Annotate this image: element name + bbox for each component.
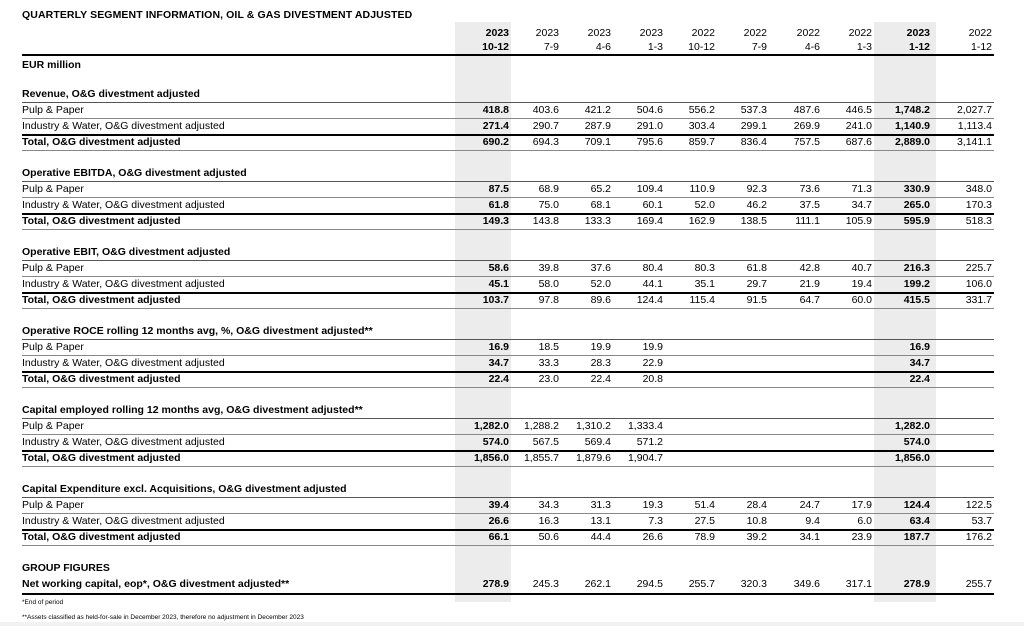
horizontal-scrollbar[interactable]: [0, 622, 1024, 626]
cell-value: 58.0: [538, 278, 559, 290]
cell-value: 1,856.0: [894, 452, 930, 464]
row-label: Net working capital, eop*, O&G divestment adjusted**: [22, 578, 290, 590]
cell-value: 6.0: [857, 515, 872, 527]
cell-value: 122.5: [965, 499, 992, 511]
section-title: Capital employed rolling 12 months avg, O&G divestment adjusted**: [22, 404, 363, 416]
cell-value: 348.0: [965, 183, 992, 195]
cell-value: 331.7: [965, 294, 992, 306]
cell-value: 162.9: [688, 215, 715, 227]
cell-value: 31.3: [590, 499, 611, 511]
cell-value: 694.3: [532, 136, 559, 148]
cell-value: 403.6: [532, 104, 559, 116]
cell-value: 446.5: [845, 104, 872, 116]
table-row: [0, 419, 1024, 434]
footnote-end-of-period: *End of period: [22, 599, 64, 606]
cell-value: 291.0: [636, 120, 663, 132]
cell-value: 349.6: [793, 578, 820, 590]
cell-value: 53.7: [971, 515, 992, 527]
cell-value: 73.6: [799, 183, 820, 195]
cell-value: 44.4: [590, 531, 611, 543]
cell-value: 571.2: [636, 436, 663, 448]
column-header-row: [0, 24, 1024, 54]
cell-value: 78.9: [694, 531, 715, 543]
cell-value: 60.1: [642, 199, 663, 211]
footnote-held-for-sale: **Assets classified as held-for-sale in December 2023, therefore no adjustment in December 2023: [22, 614, 304, 621]
row-label: Pulp & Paper: [22, 499, 84, 511]
cell-value: 19.9: [590, 341, 611, 353]
cell-value: 567.5: [532, 436, 559, 448]
cell-value: 169.4: [636, 215, 663, 227]
cell-value: 16.9: [488, 341, 509, 353]
cell-value: 278.9: [903, 578, 930, 590]
cell-value: 19.3: [642, 499, 663, 511]
cell-value: 1,282.0: [894, 420, 930, 432]
column-year: 2022: [968, 27, 992, 39]
row-divider: [22, 466, 994, 467]
cell-value: 216.3: [903, 262, 930, 274]
row-label: Total, O&G divestment adjusted: [22, 531, 181, 543]
cell-value: 1,333.4: [627, 420, 663, 432]
cell-value: 255.7: [688, 578, 715, 590]
cell-value: 687.6: [845, 136, 872, 148]
cell-value: 287.9: [584, 120, 611, 132]
cell-value: 109.4: [636, 183, 663, 195]
cell-value: 17.9: [851, 499, 872, 511]
cell-value: 415.5: [903, 294, 930, 306]
cell-value: 271.4: [482, 120, 509, 132]
net-working-capital-row: [0, 577, 1024, 592]
cell-value: 22.9: [642, 357, 663, 369]
cell-value: 709.1: [584, 136, 611, 148]
total-row: [0, 293, 1024, 308]
column-year: 2023: [485, 27, 509, 39]
cell-value: 10.8: [746, 515, 767, 527]
column-period: 1-12: [908, 41, 930, 53]
cell-value: 37.5: [799, 199, 820, 211]
cell-value: 262.1: [584, 578, 611, 590]
cell-value: 320.3: [740, 578, 767, 590]
cell-value: 18.5: [538, 341, 559, 353]
cell-value: 299.1: [740, 120, 767, 132]
cell-value: 66.1: [488, 531, 509, 543]
cell-value: 199.2: [903, 278, 930, 290]
unit-label: EUR million: [22, 59, 81, 71]
cell-value: 290.7: [532, 120, 559, 132]
cell-value: 317.1: [845, 578, 872, 590]
cell-value: 80.3: [694, 262, 715, 274]
table-row: [0, 198, 1024, 213]
cell-value: 574.0: [482, 436, 509, 448]
cell-value: 2,889.0: [894, 136, 930, 148]
cell-value: 39.4: [488, 499, 509, 511]
cell-value: 21.9: [799, 278, 820, 290]
cell-value: 1,282.0: [473, 420, 509, 432]
row-label: Total, O&G divestment adjusted: [22, 373, 181, 385]
cell-value: 80.4: [642, 262, 663, 274]
cell-value: 26.6: [642, 531, 663, 543]
column-period: 1-3: [647, 41, 663, 53]
cell-value: 106.0: [965, 278, 992, 290]
cell-value: 7.3: [648, 515, 663, 527]
table-row: [0, 182, 1024, 197]
cell-value: 303.4: [688, 120, 715, 132]
cell-value: 61.8: [488, 199, 509, 211]
cell-value: 23.9: [851, 531, 872, 543]
row-divider: [22, 387, 994, 388]
section-title: Operative EBIT, O&G divestment adjusted: [22, 246, 231, 258]
cell-value: 34.7: [851, 199, 872, 211]
table-row: [0, 119, 1024, 134]
total-row: [0, 214, 1024, 229]
cell-value: 2,027.7: [956, 104, 992, 116]
cell-value: 1,904.7: [627, 452, 663, 464]
cell-value: 19.4: [851, 278, 872, 290]
cell-value: 537.3: [740, 104, 767, 116]
cell-value: 28.4: [746, 499, 767, 511]
cell-value: 13.1: [590, 515, 611, 527]
row-label: Pulp & Paper: [22, 420, 84, 432]
cell-value: 269.9: [793, 120, 820, 132]
column-period: 7-9: [751, 41, 767, 53]
cell-value: 143.8: [532, 215, 559, 227]
cell-value: 3,141.1: [956, 136, 992, 148]
cell-value: 1,748.2: [894, 104, 930, 116]
cell-value: 97.8: [538, 294, 559, 306]
column-year: 2023: [587, 27, 611, 39]
cell-value: 103.7: [482, 294, 509, 306]
cell-value: 294.5: [636, 578, 663, 590]
row-label: Pulp & Paper: [22, 262, 84, 274]
cell-value: 42.8: [799, 262, 820, 274]
row-label: Industry & Water, O&G divestment adjusted: [22, 278, 225, 290]
header-divider: [22, 54, 994, 56]
cell-value: 110.9: [689, 183, 715, 195]
column-period: 7-9: [543, 41, 559, 53]
table-row: [0, 103, 1024, 118]
cell-value: 265.0: [903, 199, 930, 211]
cell-value: 34.7: [488, 357, 509, 369]
cell-value: 24.7: [799, 499, 820, 511]
column-year: 2023: [535, 27, 559, 39]
group-figures-title: GROUP FIGURES: [22, 562, 110, 574]
section-title: Capital Expenditure excl. Acquisitions, O&G divestment adjusted: [22, 483, 347, 495]
column-year: 2022: [796, 27, 820, 39]
column-period: 1-12: [970, 41, 992, 53]
row-label: Pulp & Paper: [22, 183, 84, 195]
row-label: Total, O&G divestment adjusted: [22, 294, 181, 306]
column-year: 2022: [691, 27, 715, 39]
cell-value: 19.9: [642, 341, 663, 353]
column-period: 4-6: [804, 41, 820, 53]
cell-value: 1,879.6: [575, 452, 611, 464]
cell-value: 91.5: [746, 294, 767, 306]
cell-value: 1,288.2: [523, 420, 559, 432]
row-label: Industry & Water, O&G divestment adjusted: [22, 436, 225, 448]
column-year: 2023: [906, 27, 930, 39]
cell-value: 569.4: [584, 436, 611, 448]
cell-value: 39.8: [538, 262, 559, 274]
cell-value: 34.3: [538, 499, 559, 511]
cell-value: 65.2: [590, 183, 611, 195]
cell-value: 595.9: [903, 215, 930, 227]
cell-value: 487.6: [793, 104, 820, 116]
cell-value: 45.1: [488, 278, 509, 290]
row-label: Pulp & Paper: [22, 104, 84, 116]
row-label: Industry & Water, O&G divestment adjusted: [22, 120, 225, 132]
row-label: Industry & Water, O&G divestment adjusted: [22, 357, 225, 369]
cell-value: 241.0: [845, 120, 872, 132]
cell-value: 51.4: [694, 499, 715, 511]
column-period: 4-6: [595, 41, 611, 53]
cell-value: 33.3: [538, 357, 559, 369]
column-period: 10-12: [688, 41, 715, 53]
cell-value: 115.4: [689, 294, 715, 306]
cell-value: 71.3: [851, 183, 872, 195]
cell-value: 61.8: [746, 262, 767, 274]
cell-value: 124.4: [636, 294, 663, 306]
table-row: [0, 340, 1024, 355]
cell-value: 418.8: [482, 104, 509, 116]
cell-value: 75.0: [538, 199, 559, 211]
total-row: [0, 451, 1024, 466]
cell-value: 34.7: [909, 357, 930, 369]
cell-value: 105.9: [845, 215, 872, 227]
cell-value: 255.7: [965, 578, 992, 590]
section-title: Operative ROCE rolling 12 months avg, %, O&G divestment adjusted**: [22, 325, 373, 337]
cell-value: 574.0: [903, 436, 930, 448]
cell-value: 68.9: [538, 183, 559, 195]
cell-value: 63.4: [909, 515, 930, 527]
table-row: [0, 277, 1024, 292]
cell-value: 37.6: [590, 262, 611, 274]
cell-value: 149.3: [482, 215, 509, 227]
cell-value: 330.9: [903, 183, 930, 195]
table-row: [0, 514, 1024, 529]
row-label: Total, O&G divestment adjusted: [22, 215, 181, 227]
column-period: 1-3: [856, 41, 872, 53]
cell-value: 1,856.0: [473, 452, 509, 464]
cell-value: 16.9: [909, 341, 930, 353]
cell-value: 1,140.9: [894, 120, 930, 132]
row-label: Total, O&G divestment adjusted: [22, 452, 181, 464]
cell-value: 187.7: [903, 531, 930, 543]
cell-value: 795.6: [636, 136, 663, 148]
cell-value: 176.2: [965, 531, 992, 543]
cell-value: 124.4: [903, 499, 930, 511]
cell-value: 170.3: [965, 199, 992, 211]
row-label: Pulp & Paper: [22, 341, 84, 353]
cell-value: 52.0: [694, 199, 715, 211]
cell-value: 58.6: [488, 262, 509, 274]
cell-value: 1,310.2: [575, 420, 611, 432]
cell-value: 111.1: [795, 215, 820, 227]
cell-value: 22.4: [590, 373, 611, 385]
cell-value: 40.7: [851, 262, 872, 274]
cell-value: 133.3: [584, 215, 611, 227]
cell-value: 27.5: [694, 515, 715, 527]
cell-value: 859.7: [688, 136, 715, 148]
row-label: Total, O&G divestment adjusted: [22, 136, 181, 148]
cell-value: 1,113.4: [957, 120, 992, 132]
cell-value: 29.7: [746, 278, 767, 290]
total-row: [0, 135, 1024, 150]
section-title: Revenue, O&G divestment adjusted: [22, 88, 200, 100]
column-year: 2022: [848, 27, 872, 39]
cell-value: 518.3: [965, 215, 992, 227]
cell-value: 757.5: [793, 136, 820, 148]
cell-value: 23.0: [538, 373, 559, 385]
row-label: Industry & Water, O&G divestment adjusted: [22, 199, 225, 211]
section-title: Operative EBITDA, O&G divestment adjusted: [22, 167, 247, 179]
total-row: [0, 372, 1024, 387]
row-divider: [22, 545, 994, 546]
cell-value: 68.1: [590, 199, 611, 211]
cell-value: 35.1: [694, 278, 715, 290]
cell-value: 836.4: [740, 136, 767, 148]
cell-value: 92.3: [746, 183, 767, 195]
cell-value: 138.5: [740, 215, 767, 227]
row-divider: [22, 308, 994, 309]
cell-value: 278.9: [482, 578, 509, 590]
cell-value: 26.6: [488, 515, 509, 527]
cell-value: 39.2: [746, 531, 767, 543]
row-label: Industry & Water, O&G divestment adjusted: [22, 515, 225, 527]
group-figures-divider: [22, 593, 994, 595]
cell-value: 50.6: [538, 531, 559, 543]
total-row: [0, 530, 1024, 545]
page-title: QUARTERLY SEGMENT INFORMATION, OIL & GAS DIVESTMENT ADJUSTED: [22, 9, 413, 21]
cell-value: 52.0: [590, 278, 611, 290]
cell-value: 245.3: [532, 578, 559, 590]
table-row: [0, 435, 1024, 450]
cell-value: 421.2: [584, 104, 611, 116]
cell-value: 28.3: [590, 357, 611, 369]
table-row: [0, 261, 1024, 276]
column-year: 2023: [639, 27, 663, 39]
table-row: [0, 356, 1024, 371]
column-year: 2022: [743, 27, 767, 39]
cell-value: 34.1: [799, 531, 820, 543]
cell-value: 20.8: [642, 373, 663, 385]
row-divider: [22, 229, 994, 230]
cell-value: 46.2: [746, 199, 767, 211]
cell-value: 9.4: [805, 515, 820, 527]
cell-value: 44.1: [642, 278, 663, 290]
cell-value: 60.0: [851, 294, 872, 306]
cell-value: 22.4: [909, 373, 930, 385]
table-row: [0, 498, 1024, 513]
cell-value: 89.6: [590, 294, 611, 306]
cell-value: 556.2: [688, 104, 715, 116]
column-period: 10-12: [482, 41, 509, 53]
cell-value: 504.6: [636, 104, 663, 116]
cell-value: 22.4: [488, 373, 509, 385]
row-divider: [22, 150, 994, 151]
cell-value: 64.7: [799, 294, 820, 306]
cell-value: 1,855.7: [523, 452, 559, 464]
cell-value: 690.2: [482, 136, 509, 148]
cell-value: 87.5: [488, 183, 509, 195]
cell-value: 16.3: [538, 515, 559, 527]
cell-value: 225.7: [965, 262, 992, 274]
